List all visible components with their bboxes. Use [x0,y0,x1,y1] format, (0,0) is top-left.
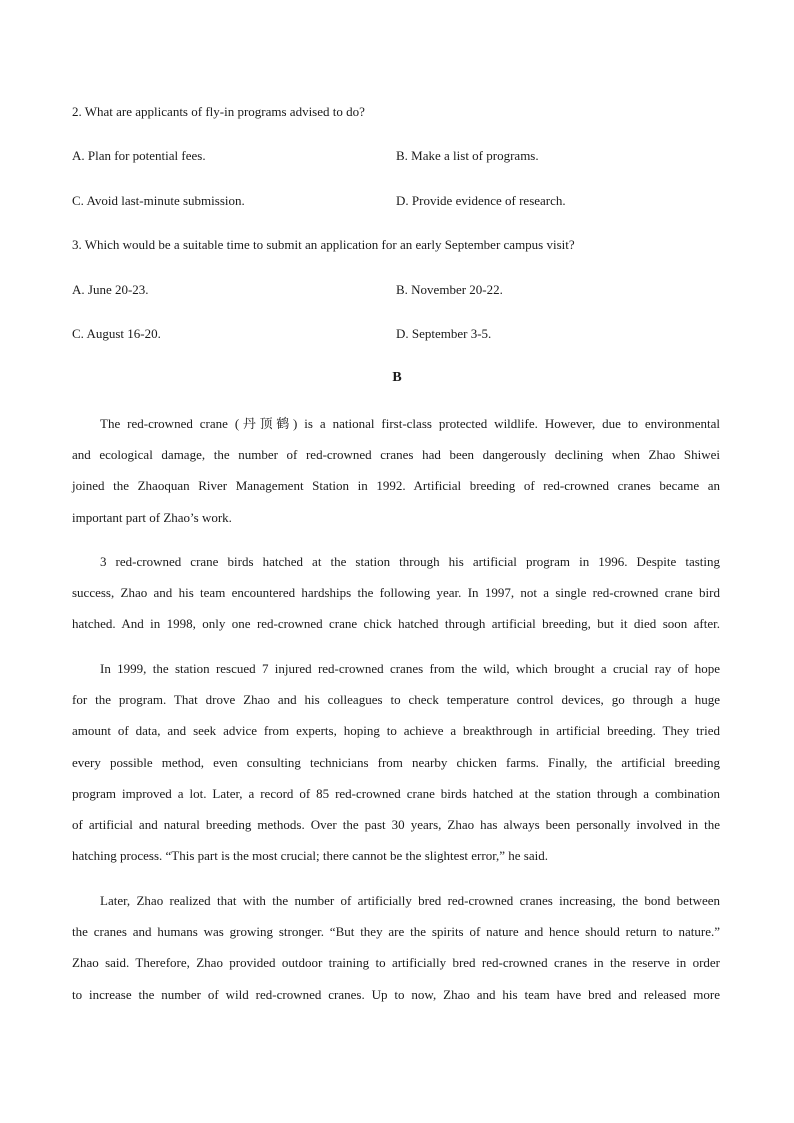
question-2-option-a: A. Plan for potential fees. [72,148,206,163]
paragraph-line: important part of Zhao’s work. [72,509,232,525]
paragraph-line: joined the Zhaoquan River Management Station in 1992. Artificial breeding of red-crowned cranes became an [72,478,720,494]
paragraph-4 [72,891,720,1016]
paragraph-line: hatched. And in 1998, only one red-crowned crane chick hatched through artificial breeding, but it died soon after. [72,616,720,632]
paragraph-line: program improved a lot. Later, a record of 85 red-crowned crane birds hatched at the station through a combination [72,785,720,801]
paragraph-line: of artificial and natural breeding methods. Over the past 30 years, Zhao has always been personally involved in the [72,816,720,832]
question-2-stem: 2. What are applicants of fly-in programs advised to do? [72,104,365,119]
paragraph-line: Zhao said. Therefore, Zhao provided outdoor training to artificially bred red-crowned cranes in the reserve in order [72,955,720,971]
question-3-option-b: B. November 20-22. [396,282,503,297]
question-3-stem: 3. Which would be a suitable time to submit an application for an early September campus visit? [72,237,575,252]
paragraph-line: 3 red-crowned crane birds hatched at the station through his artificial program in 1996. Despite tasting [100,554,720,569]
paragraph-line: In 1999, the station rescued 7 injured red-crowned cranes from the wild, which brought a crucial ray of hope [100,661,720,676]
paragraph-line: The red-crowned crane (丹顶鹤) is a national first-class protected wildlife. However, due to environmental [100,416,720,431]
section-heading: B [392,370,402,385]
paragraph-3 [72,659,720,877]
paragraph-line: success, Zhao and his team encountered hardships the following year. In 1997, not a single red-crowned crane bird [72,585,720,601]
question-2-option-c: C. Avoid last-minute submission. [72,193,245,208]
question-3-option-c: C. August 16-20. [72,326,161,341]
paragraph-line: the cranes and humans was growing stronger. “But they are the spirits of nature and hence should return to nature.” [72,924,720,940]
paragraph-line: hatching process. “This part is the most crucial; there cannot be the slightest error,” he said. [72,848,548,864]
paragraph-line: to increase the number of wild red-crowned cranes. Up to now, Zhao and his team have bred and released more [72,986,720,1002]
paragraph-line: and ecological damage, the number of red-crowned cranes had been dangerously declining when Zhao Shiwei [72,447,720,463]
paragraph-2 [72,552,720,646]
paragraph-line: every possible method, even consulting technicians from nearby chicken farms. Finally, the artificial breeding [72,754,720,770]
paragraph-line: amount of data, and seek advice from experts, hoping to achieve a breakthrough in artificial breeding. They tried [72,723,720,739]
paragraph-line: for the program. That drove Zhao and his colleagues to check temperature control devices, go through a huge [72,692,720,708]
paragraph-1 [72,414,720,539]
paragraph-line: Later, Zhao realized that with the number of artificially bred red-crowned cranes increasing, the bond between [100,893,720,908]
question-2-option-b: B. Make a list of programs. [396,148,539,163]
question-2-option-d: D. Provide evidence of research. [396,193,566,208]
question-3-option-d: D. September 3-5. [396,326,492,341]
question-3-option-a: A. June 20-23. [72,282,149,297]
